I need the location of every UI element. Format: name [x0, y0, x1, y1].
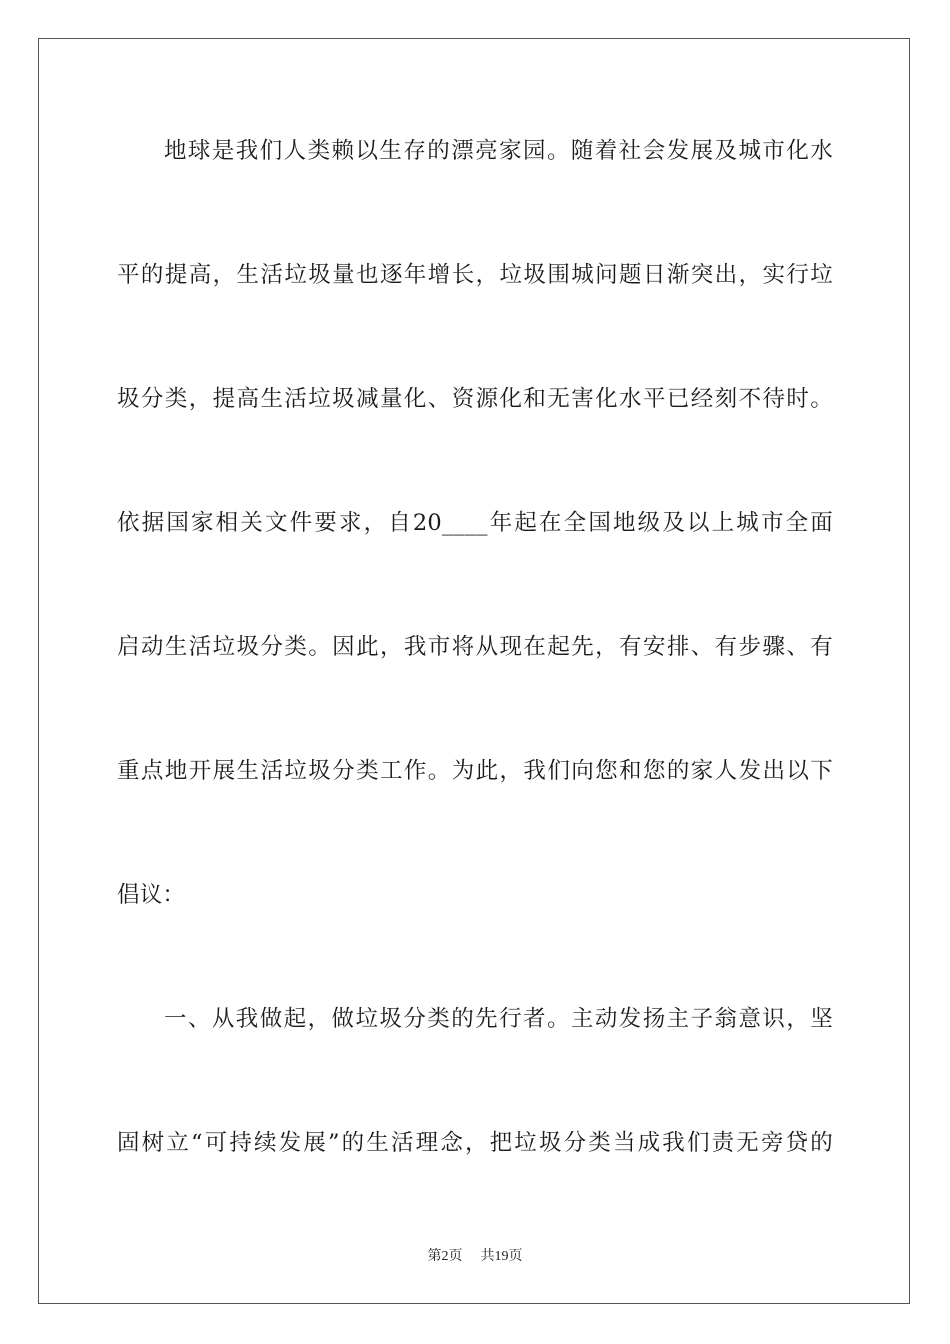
paragraph-line-5: 启动生活垃圾分类。因此，我市将从现在起先，有安排、有步骤、有	[117, 634, 833, 660]
paragraph-line-6: 重点地开展生活垃圾分类工作。为此，我们向您和您的家人发出以下	[117, 758, 833, 784]
paragraph-line-4: 依据国家相关文件要求，自20____年起在全国地级及以上城市全面	[117, 510, 833, 536]
paragraph-line-7: 倡议：	[117, 882, 186, 908]
page-total: 共19页	[480, 1249, 523, 1264]
page-number: 第2页	[427, 1249, 463, 1264]
paragraph-line-3: 圾分类，提高生活垃圾减量化、资源化和无害化水平已经刻不待时。	[117, 386, 833, 412]
paragraph-line-2: 平的提高，生活垃圾量也逐年增长，垃圾围城问题日渐突出，实行垃	[117, 262, 833, 288]
paragraph-line-9: 固树立“可持续发展”的生活理念，把垃圾分类当成我们责无旁贷的	[117, 1130, 833, 1156]
paragraph-line-8: 一、从我做起，做垃圾分类的先行者。主动发扬主子翁意识，坚	[164, 1006, 833, 1032]
page-frame	[38, 38, 910, 1304]
paragraph-line-1: 地球是我们人类赖以生存的漂亮家园。随着社会发展及城市化水	[164, 138, 833, 164]
page-footer	[0, 1248, 950, 1266]
